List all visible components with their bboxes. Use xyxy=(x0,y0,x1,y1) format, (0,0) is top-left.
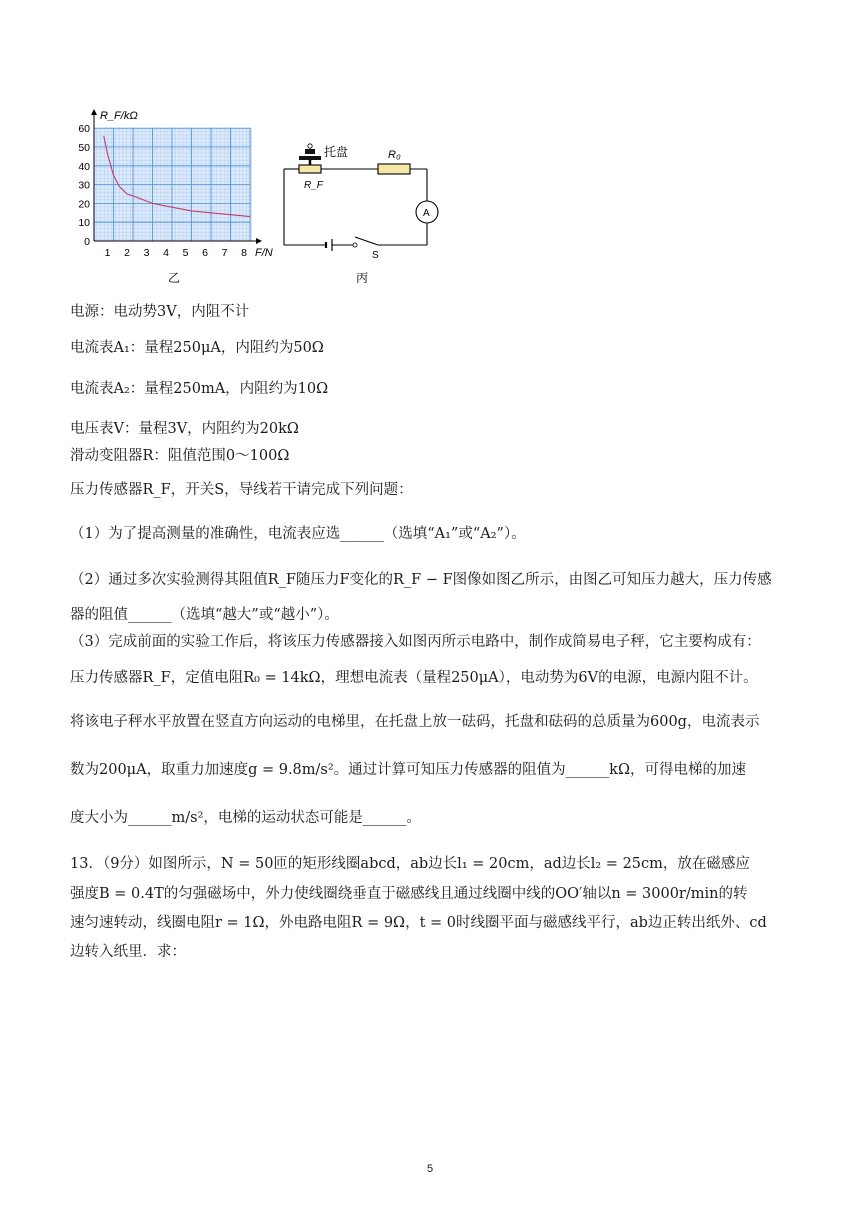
x-tick-label: 5 xyxy=(182,247,189,259)
caption-bing: 丙 xyxy=(356,271,369,285)
problem-13: 13．（9分）如图所示，N = 50匝的矩形线圈abcd，ab边长l₁ = 20cm，ad边长l₂ = 25cm，放在磁感应 xyxy=(70,856,750,872)
x-tick-label: 7 xyxy=(221,247,228,259)
x-axis-label: F/N xyxy=(255,247,273,259)
weight-icon xyxy=(308,144,312,148)
y-tick-label: 20 xyxy=(78,198,90,211)
y-tick-label: 60 xyxy=(78,123,90,136)
text-line: 将该电子秤水平放置在竖直方向运动的电梯里，在托盘上放一砝码，托盘和砝码的总质量为600g，电流表示 xyxy=(70,714,760,730)
x-tick-label: 4 xyxy=(163,247,169,259)
rf-f-graph xyxy=(78,109,272,285)
x-tick-label: 6 xyxy=(202,247,208,259)
x-tick-label: 2 xyxy=(124,247,130,259)
text-line: 压力传感器R_F，开关S，导线若干请完成下列问题： xyxy=(70,482,413,498)
y-tick-label: 40 xyxy=(78,160,90,173)
x-tick-label: 3 xyxy=(143,247,150,259)
y-tick-label: 10 xyxy=(78,217,90,230)
figures xyxy=(74,106,454,288)
text-line: 器的阻值______（选填“越大”或“越小”）。 xyxy=(70,607,339,623)
page-number: 5 xyxy=(426,1163,434,1175)
text-line: 电流表A₁：量程250μA，内阻约为50Ω xyxy=(70,340,324,356)
text-line: 强度B = 0.4T的匀强磁场中，外力使线圈绕垂直于磁感线且通过线圈中线的OO′轴以n = 3000r/min的转 xyxy=(70,886,748,902)
question-3: （3）完成前面的实验工作后，将该压力传感器接入如图丙所示电路中，制作成简易电子秤，它主要构成有： xyxy=(70,634,761,650)
x-tick-label: 1 xyxy=(104,247,111,259)
text-line: 电源：电动势3V，内阻不计 xyxy=(70,304,250,320)
r0-resistor xyxy=(378,164,410,174)
switch xyxy=(355,237,378,245)
rf-label: R_F xyxy=(304,180,323,191)
text-line: 数为200μA，取重力加速度g = 9.8m/s²。通过计算可知压力传感器的阻值为______kΩ，可得电梯的加速 xyxy=(70,762,746,778)
circuit-diagram xyxy=(284,144,438,251)
y-tick-label: 50 xyxy=(78,142,90,154)
r0-label: R₀ xyxy=(388,149,401,161)
rf-resistor xyxy=(299,165,321,173)
weight-block xyxy=(305,149,315,154)
ammeter-label: A xyxy=(423,208,430,219)
text-line: 度大小为______m/s²，电梯的运动状态可能是______。 xyxy=(70,810,421,826)
text-line: 压力传感器R_F，定值电阻R₀ = 14kΩ，理想电流表（量程250μA），电动势为6V的电源，电源内阻不计。 xyxy=(70,670,758,686)
question-1: （1）为了提高测量的准确性，电流表应选______（选填“A₁”或“A₂”）。 xyxy=(70,526,526,542)
text-line: 电压表V：量程3V，内阻约为20kΩ xyxy=(70,421,299,437)
caption-yi: 乙 xyxy=(168,271,181,285)
tray-label: 托盘 xyxy=(324,145,349,159)
y-tick-label: 0 xyxy=(84,236,90,248)
x-tick-label: 8 xyxy=(241,247,247,259)
text-line: 滑动变阻器R：阻值范围0～100Ω xyxy=(70,448,290,464)
tray xyxy=(299,156,321,160)
text-line: 电流表A₂：量程250mA，内阻约为10Ω xyxy=(70,381,329,397)
y-tick-label: 30 xyxy=(78,179,90,192)
question-2: （2）通过多次实验测得其阻值R_F随压力F变化的R_F − F图像如图乙所示，由图乙可知压力越大，压力传感 xyxy=(70,572,772,588)
switch-label: S xyxy=(372,250,379,261)
text-line: 速匀速转动，线圈电阻r = 1Ω，外电路电阻R = 9Ω，t = 0时线圈平面与磁感线平行，ab边正转出纸外、cd xyxy=(70,915,767,931)
y-axis-label: R_F/kΩ xyxy=(100,110,138,122)
text-line: 边转入纸里．求： xyxy=(70,944,186,960)
